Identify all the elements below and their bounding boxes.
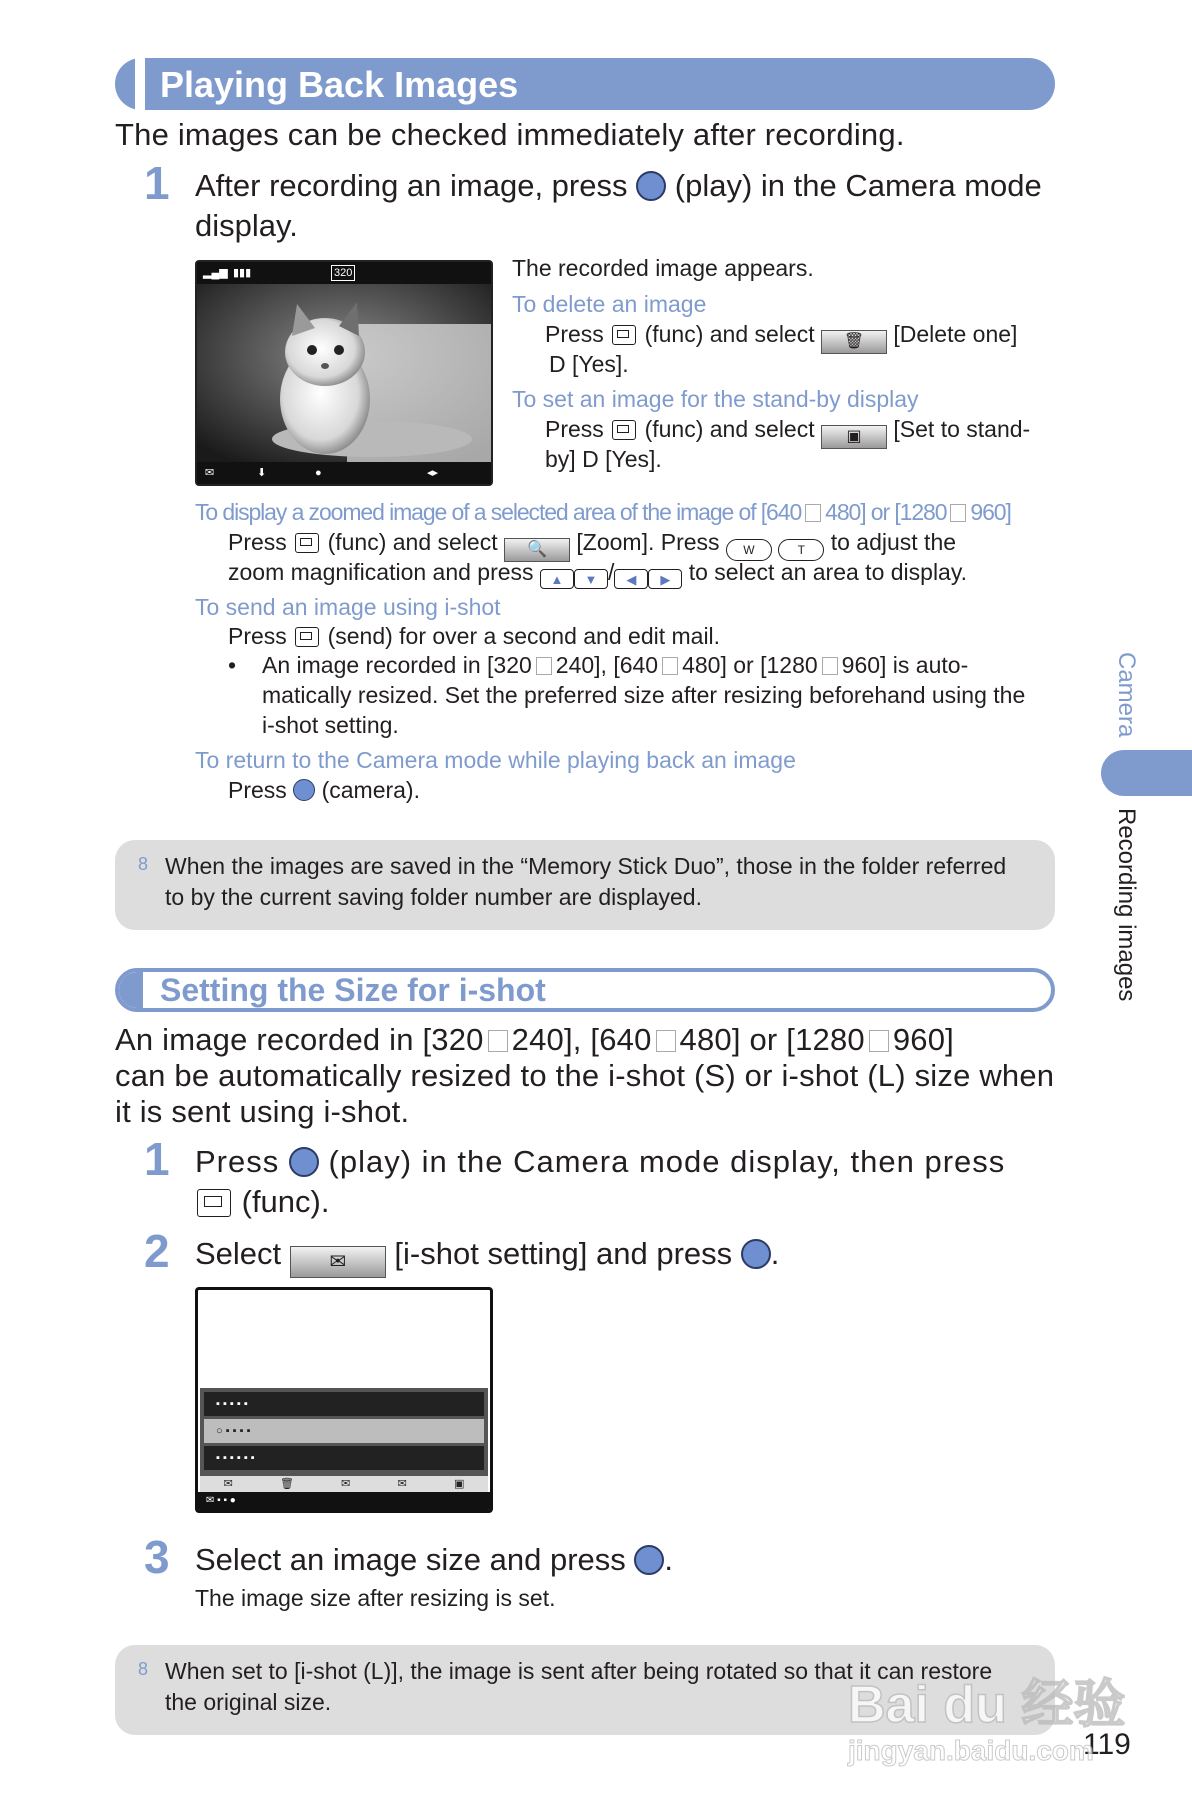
text-part: Select <box>195 1236 282 1271</box>
section2-intro-line1 <box>115 1022 954 1058</box>
step-number: 2 <box>144 1225 170 1277</box>
nav-arrows-icon: ◂▸ <box>427 467 439 479</box>
tab-icon: ✉ <box>397 1478 407 1490</box>
key-label: T <box>797 543 805 557</box>
times-glyph-icon <box>950 504 966 522</box>
times-glyph-icon <box>656 1030 676 1052</box>
subhead-return-camera: To return to the Camera mode while playing back an image <box>195 747 796 773</box>
section-header-playing-back <box>115 58 1055 110</box>
text-part: To display a zoomed image of a selected area of the image of [640 <box>195 499 802 525</box>
signal-icon: ▂▄▆ <box>203 267 228 279</box>
func-key-icon <box>197 1189 231 1217</box>
watermark-url: jingyan.baidu.com <box>848 1735 1094 1766</box>
text-part: An image recorded in [320 <box>262 652 532 678</box>
subhead-send-ishot: To send an image using i-shot <box>195 594 501 620</box>
text-part: [i-shot setting] and press <box>394 1236 733 1271</box>
side-chapter-tab <box>1101 750 1192 796</box>
text-part: 480] or [1280 <box>682 652 818 678</box>
mail-key-icon <box>295 627 319 647</box>
note-line2: to by the current saving folder number are displayed. <box>165 884 702 910</box>
tab-icon: ▣ <box>453 1478 465 1490</box>
text-part: 480] or [1280 <box>825 499 947 525</box>
right-arrow-icon: ▶ <box>648 569 682 589</box>
send-instruction <box>228 621 720 651</box>
note-marker: 8 <box>138 1659 149 1679</box>
bullet-line2: matically resized. Set the preferred size after resizing beforehand using the <box>262 682 1026 708</box>
standby-menu-icon: ▣ <box>821 425 887 449</box>
text-part: Press <box>545 416 604 442</box>
times-glyph-icon <box>662 657 678 675</box>
text-part: Press <box>228 777 287 803</box>
text-part: (func). <box>241 1184 330 1219</box>
text-part: zoom magnification and press <box>228 559 534 585</box>
step3-subtext: The image size after resizing is set. <box>195 1585 556 1611</box>
down-arrow-icon: ▼ <box>574 569 608 589</box>
section-header-ishot-size <box>115 968 1055 1012</box>
phone-screen-image-playback <box>195 260 493 486</box>
menu-option-selected: ○ ▪ ▪ ▪ ▪ <box>204 1419 484 1443</box>
times-glyph-icon <box>488 1030 508 1052</box>
step1-text-line2 <box>195 1182 329 1222</box>
times-glyph-icon <box>822 657 838 675</box>
select-button-icon <box>741 1239 771 1269</box>
step-number: 1 <box>144 1133 170 1185</box>
text-part: to select an area to display. <box>688 559 968 585</box>
mail-icon: ✉ <box>205 467 215 479</box>
status-bar <box>197 262 491 284</box>
menu-tab-icons <box>200 1476 488 1492</box>
note-marker: 8 <box>138 854 149 874</box>
standby-instruction-line2: by] D [Yes]. <box>545 446 662 472</box>
subhead-zoom <box>195 497 1011 527</box>
side-label-camera: Camera <box>1113 652 1140 738</box>
text-part: (play) in the Camera mode display, then press <box>328 1144 1006 1179</box>
play-button-icon <box>636 171 666 201</box>
text-part: (func) and select <box>644 321 815 347</box>
text-part: Press <box>228 529 287 555</box>
bullet-line1 <box>262 650 968 680</box>
times-glyph-icon <box>869 1030 889 1052</box>
text-part: (camera). <box>321 777 420 803</box>
bullet-mark: • <box>228 652 237 678</box>
up-arrow-icon: ▲ <box>540 569 574 589</box>
text-part: [Set to stand- <box>893 416 1031 442</box>
text-part: (func) and select <box>644 416 815 442</box>
section2-intro-line3: it is sent using i-shot. <box>115 1094 410 1129</box>
section2-intro-line2: can be automatically resized to the i-shot (S) or i-shot (L) size when <box>115 1058 1055 1093</box>
step3-text <box>195 1540 673 1580</box>
section-title: Setting the Size for i-shot <box>160 972 546 1008</box>
status-res: 320 <box>334 267 353 279</box>
bottom-soft-keys: ✉ ▪ ▪ ● <box>198 1492 490 1510</box>
section-intro: The images can be checked immediately after recording. <box>115 117 905 152</box>
save-icon: ⬇ <box>257 467 267 479</box>
note-line2: the original size. <box>165 1689 332 1715</box>
tab-icon: ✉ <box>341 1478 351 1490</box>
text-part: . <box>664 1542 674 1577</box>
note-line1: When the images are saved in the “Memory Stick Duo”, those in the folder referred <box>165 853 1007 879</box>
text-part: 480] or [1280 <box>679 1022 865 1057</box>
step2-text <box>195 1234 779 1278</box>
step-text-part: (play) in the Camera mode <box>674 168 1042 203</box>
text-part: (send) for over a second and edit mail. <box>327 623 721 649</box>
camera-dot-icon: ● <box>315 467 322 479</box>
text-part: / <box>607 559 615 585</box>
step-text <box>195 166 1042 206</box>
ishot-setting-icon: ✉ <box>290 1246 386 1278</box>
times-glyph-icon <box>536 657 552 675</box>
phone-screen-ishot-menu <box>195 1287 493 1513</box>
side-label-recording: Recording images <box>1113 808 1140 1002</box>
left-arrow-icon: ◀ <box>614 569 648 589</box>
tab-icon: ✉ <box>223 1478 233 1490</box>
header-stripe <box>135 58 145 110</box>
return-instruction <box>228 775 420 805</box>
bottom-soft-keys <box>197 462 491 484</box>
subhead-delete-image: To delete an image <box>512 291 707 317</box>
kitten-photo <box>197 284 491 464</box>
text-part: (func) and select <box>327 529 498 555</box>
menu-option: ▪ ▪ ▪ ▪ ▪ <box>204 1392 484 1416</box>
text-part: . <box>770 1236 780 1271</box>
key-label: W <box>743 543 755 557</box>
step-text-line2: display. <box>195 208 298 243</box>
bullet-line3: i-shot setting. <box>262 712 399 738</box>
trash-menu-icon: 🗑 <box>821 330 887 354</box>
battery-icon: ▮▮▮ <box>233 267 252 279</box>
text-part: 240], [640 <box>555 652 659 678</box>
play-button-icon <box>289 1147 319 1177</box>
text-part: 960] is auto- <box>841 652 969 678</box>
menu-option: ▪ ▪ ▪ ▪ ▪ ▪ <box>204 1446 484 1470</box>
text-part: An image recorded in [320 <box>115 1022 484 1057</box>
text-part: Press <box>195 1144 280 1179</box>
header-stripe <box>143 972 153 1008</box>
times-glyph-icon <box>805 504 821 522</box>
step1-text <box>195 1142 1005 1182</box>
func-key-icon <box>612 325 636 345</box>
watermark-brand: Bai du 经验 <box>848 1676 1126 1734</box>
text-part: Select an image size and press <box>195 1542 626 1577</box>
text-part: 960] <box>970 499 1011 525</box>
text-part: [Zoom]. Press <box>576 529 720 555</box>
func-key-icon <box>612 420 636 440</box>
note-line1: When set to [i-shot (L)], the image is sent after being rotated so that it can restore <box>165 1658 993 1684</box>
text-part: [Delete one] <box>893 321 1018 347</box>
recorded-image-appears: The recorded image appears. <box>512 255 814 281</box>
zoom-menu-icon: 🔍 <box>504 538 570 562</box>
step-number: 1 <box>144 157 170 209</box>
tab-icon: 🗑 <box>280 1478 294 1490</box>
text-part: to adjust the <box>830 529 957 555</box>
func-key-icon <box>295 533 319 553</box>
select-button-icon <box>634 1545 664 1575</box>
step-number: 3 <box>144 1531 170 1583</box>
delete-instruction-line2: D [Yes]. <box>549 351 629 377</box>
header-fill <box>119 972 145 1008</box>
text-part: 240], [640 <box>511 1022 652 1057</box>
text-part: Press <box>228 623 287 649</box>
text-part: Press <box>545 321 604 347</box>
section-title: Playing Back Images <box>160 64 519 105</box>
camera-button-icon <box>293 779 315 801</box>
page-number: 119 <box>1083 1728 1131 1761</box>
step-text-part: After recording an image, press <box>195 168 628 203</box>
resolution-icon <box>331 265 355 281</box>
menu-panel <box>200 1388 488 1476</box>
subhead-standby-display: To set an image for the stand-by display <box>512 386 919 412</box>
note-box <box>115 840 1055 930</box>
text-part: 960] <box>892 1022 954 1057</box>
zoom-instruction-line2 <box>228 557 967 589</box>
